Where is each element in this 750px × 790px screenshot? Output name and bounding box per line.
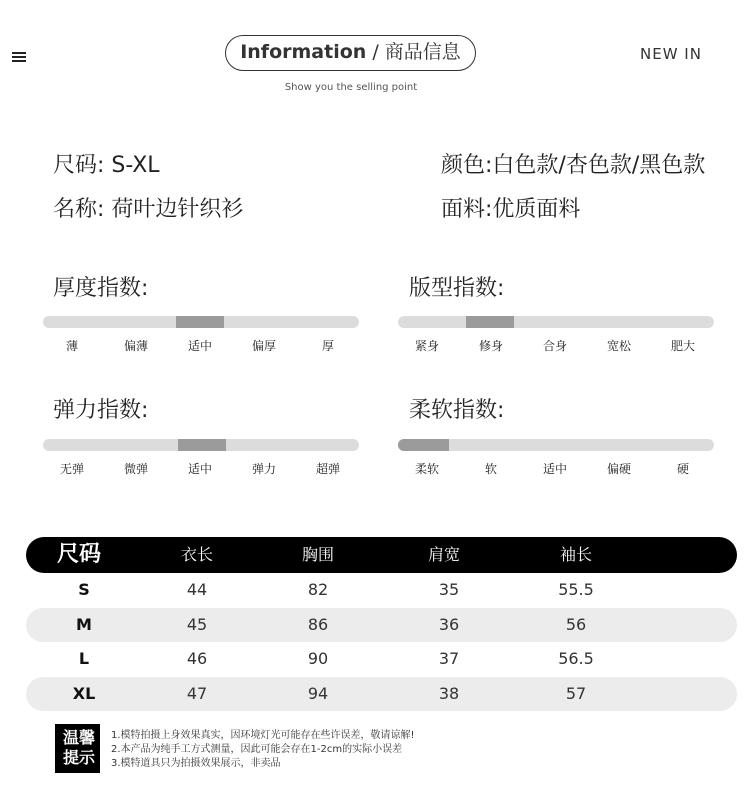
table-cell: 82 — [307, 580, 329, 599]
tips-label — [55, 724, 100, 773]
index-bar-elasticity — [43, 439, 359, 451]
table-cell: XL — [72, 683, 96, 703]
index-label: 软 — [484, 462, 497, 476]
table-cell: S — [78, 580, 90, 599]
table-header-row — [26, 537, 737, 573]
index-labels-elasticity — [43, 460, 359, 476]
index-selected-segment — [178, 439, 226, 451]
table-cell: 46 — [186, 649, 208, 668]
index-labels-softness — [398, 460, 714, 476]
index-label: 微弹 — [123, 462, 148, 476]
index-title-thickness: 厚度指数: — [53, 276, 149, 301]
index-label: 偏薄 — [123, 339, 148, 353]
index-label: 适中 — [187, 462, 212, 476]
table-cell: 56.5 — [558, 649, 594, 668]
table-cell: 38 — [438, 683, 460, 703]
index-label: 肥大 — [670, 339, 695, 353]
table-cell: 55.5 — [558, 580, 594, 599]
table-header-cell: 尺码 — [56, 542, 101, 567]
table-cell: 47 — [186, 683, 208, 703]
index-label: 硬 — [676, 462, 689, 476]
index-label: 合身 — [542, 339, 567, 353]
table-header-cell: 衣长 — [180, 545, 213, 564]
info-color: 颜色:白色款/杏色款/黑色款 — [441, 153, 706, 178]
tips-line: 3.模特道具只为拍摄效果展示，非卖品 — [111, 758, 281, 769]
index-label: 适中 — [542, 462, 567, 476]
table-header-cell: 肩宽 — [427, 545, 460, 564]
table-row — [26, 573, 737, 608]
index-label: 超弹 — [315, 462, 340, 476]
table-cell: 45 — [186, 614, 208, 634]
tips-text — [111, 729, 415, 771]
index-label: 修身 — [478, 339, 503, 353]
index-title-elasticity: 弹力指数: — [53, 398, 149, 423]
info-name: 名称: 荷叶边针织衫 — [53, 197, 244, 222]
page-subtitle: Show you the selling point — [284, 82, 418, 93]
info-size: 尺码: S-XL — [53, 153, 160, 178]
tips-label-line: 温馨 — [62, 728, 95, 747]
table-cell: 36 — [438, 614, 460, 634]
menu-icon[interactable] — [12, 52, 26, 62]
table-cell: 56 — [565, 614, 587, 634]
index-selected-segment — [466, 316, 514, 328]
index-label: 偏厚 — [251, 339, 276, 353]
index-label: 宽松 — [606, 339, 631, 353]
index-label: 弹力 — [251, 462, 276, 476]
page-title: Information / 商品信息 — [225, 35, 476, 71]
table-row — [26, 642, 737, 677]
table-cell: 44 — [186, 580, 208, 599]
table-cell: 37 — [438, 649, 460, 668]
table-cell: M — [76, 614, 92, 634]
index-title-fit: 版型指数: — [409, 276, 505, 301]
tips-label-line: 提示 — [62, 748, 95, 767]
info-fabric: 面料:优质面料 — [441, 197, 581, 222]
table-cell: 90 — [307, 649, 329, 668]
tips-line: 2.本产品为纯手工方式测量，因此可能会存在1-2cm的实际小误差 — [111, 744, 403, 755]
table-header-cell: 袖长 — [559, 545, 592, 564]
index-bar-thickness — [43, 316, 359, 328]
index-label: 厚 — [321, 339, 334, 353]
table-cell: 57 — [565, 683, 587, 703]
table-cell: L — [78, 649, 90, 668]
new-in-link[interactable]: NEW IN — [640, 45, 702, 63]
table-cell: 86 — [307, 614, 329, 634]
index-label: 紧身 — [414, 339, 439, 353]
tips-line: 1.模特拍摄上身效果真实，因环境灯光可能存在些许误差，敬请谅解! — [111, 730, 415, 741]
index-bar-softness — [398, 439, 714, 451]
index-label: 适中 — [187, 339, 212, 353]
table-header-cell: 胸围 — [301, 545, 334, 564]
index-title-softness: 柔软指数: — [409, 398, 505, 423]
index-bar-fit — [398, 316, 714, 328]
index-selected-segment — [398, 439, 449, 451]
index-label: 柔软 — [414, 462, 439, 476]
table-cell: 94 — [307, 683, 329, 703]
table-row — [26, 677, 737, 712]
table-row — [26, 608, 737, 643]
index-labels-fit — [398, 337, 714, 353]
index-label: 偏硬 — [606, 462, 631, 476]
index-selected-segment — [176, 316, 224, 328]
index-label: 无弹 — [59, 462, 84, 476]
index-label: 薄 — [65, 339, 78, 353]
size-table — [26, 537, 737, 711]
index-labels-thickness — [43, 337, 359, 353]
table-cell: 35 — [438, 580, 460, 599]
